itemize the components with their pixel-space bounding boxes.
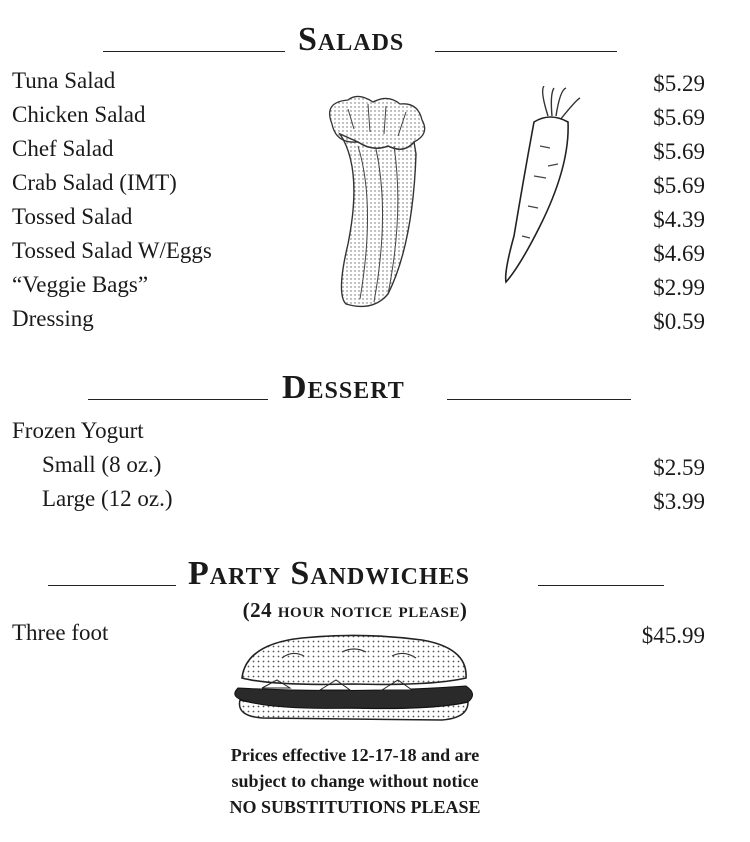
menu-item-price: $5.29 <box>653 71 705 96</box>
footer-line: Prices effective 12-17-18 and are <box>230 745 480 765</box>
carrot-icon <box>500 86 582 286</box>
menu-item-name: Tossed Salad W/Eggs <box>12 238 212 263</box>
dessert-category: Frozen Yogurt <box>12 418 144 443</box>
dessert-heading-row <box>0 366 750 416</box>
heading-rule-right <box>538 585 664 586</box>
heading-rule-left <box>88 399 268 400</box>
menu-item-name: Tossed Salad <box>12 204 133 229</box>
celery-icon <box>318 94 433 312</box>
menu-item-price: $5.69 <box>653 105 705 130</box>
heading-rule-right <box>435 51 617 52</box>
menu-item-name: Three foot <box>12 620 109 645</box>
salads-heading: Salads <box>298 21 405 58</box>
salads-heading-row <box>0 18 750 68</box>
party-heading: Party Sandwiches <box>188 555 471 592</box>
menu-item-price: $45.99 <box>641 623 705 648</box>
menu-item-price: $4.39 <box>653 207 705 232</box>
menu-item-name: Tuna Salad <box>12 68 116 93</box>
menu-item-name: Chef Salad <box>12 136 114 161</box>
order-notice: (24 hour notice please) <box>242 598 468 622</box>
dessert-heading: Dessert <box>282 369 405 406</box>
footer-line: subject to change without notice <box>231 771 479 791</box>
menu-item-price: $4.69 <box>653 241 705 266</box>
menu-item-price: $0.59 <box>653 309 705 334</box>
menu-item-name: Large (12 oz.) <box>42 486 173 511</box>
menu-item-price: $5.69 <box>653 173 705 198</box>
menu-item-name: “Veggie Bags” <box>12 272 149 297</box>
menu-item-name: Chicken Salad <box>12 102 146 127</box>
menu-item-price: $2.59 <box>653 455 705 480</box>
menu-item-price: $5.69 <box>653 139 705 164</box>
heading-rule-left <box>48 585 176 586</box>
sub-sandwich-icon <box>232 630 477 725</box>
heading-rule-right <box>447 399 631 400</box>
menu-item-name: Dressing <box>12 306 94 331</box>
heading-rule-left <box>103 51 285 52</box>
menu-item-name: Small (8 oz.) <box>42 452 162 477</box>
menu-item-price: $3.99 <box>653 489 705 514</box>
menu-item-price: $2.99 <box>653 275 705 300</box>
party-heading-row <box>0 552 750 602</box>
footer-no-substitutions: NO SUBSTITUTIONS PLEASE <box>229 797 481 817</box>
menu-item-name: Crab Salad (IMT) <box>12 170 177 195</box>
